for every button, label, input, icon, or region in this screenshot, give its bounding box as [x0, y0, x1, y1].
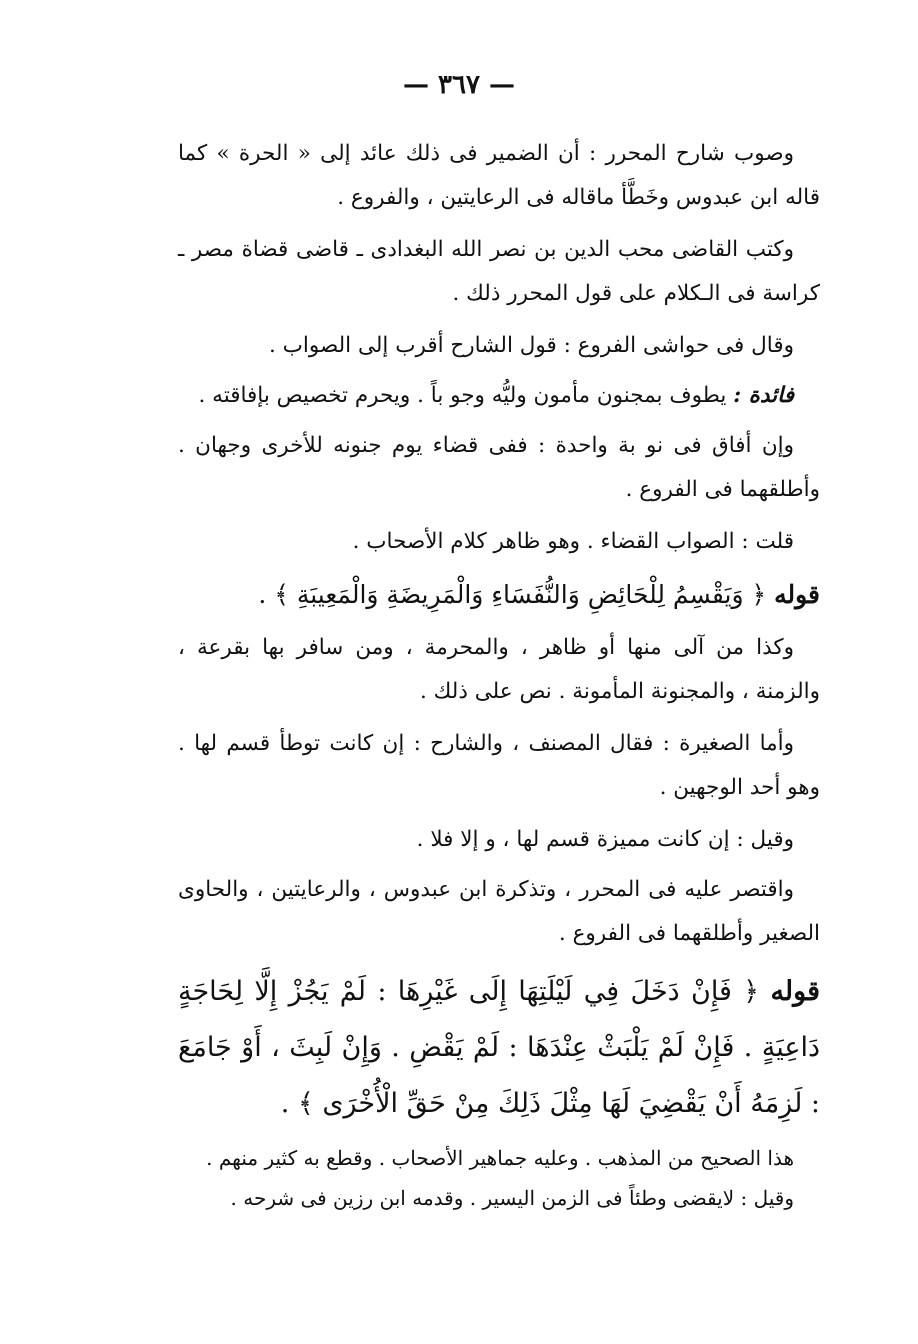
- quoted-text: [178, 964, 820, 1132]
- quote-label: قوله: [774, 580, 820, 609]
- paragraph: وقيل : إن كانت مميزة قسم لها ، و إلا فلا .: [416, 827, 794, 852]
- paragraph: وقال فى حواشى الفروع : قول الشارح أقرب إلى الصواب .: [268, 333, 794, 358]
- paragraph: هذا الصحيح من المذهب . وعليه جماهير الأصحاب . وقطع به كثير منهم .: [206, 1146, 794, 1170]
- quoted-text: [178, 570, 820, 620]
- page-body: [178, 132, 820, 1218]
- paragraph: وصوب شارح المحرر : أن الضمير فى ذلك عائد إلى « الحرة » كما قاله ابن عبدوس وخَطَّأ ماقاله فى الرعايتين ، والفروع .: [178, 141, 820, 210]
- paragraph: وإن أفاق فى نو بة واحدة : ففى قضاء يوم جنونه للأخرى وجهان . وأطلقهما فى الفروع .: [178, 433, 820, 502]
- paragraph: واقتصر عليه فى المحرر ، وتذكرة ابن عبدوس ، والرعايتين ، والحاوى الصغير وأطلقهما فى الفروع .: [178, 877, 820, 946]
- quote-body: ﴿ فَإِنْ دَخَلَ فِي لَيْلَتِهَا إِلَى غَيْرِهَا : لَمْ يَجُزْ إِلَّا لِحَاجَةٍ دَاعِيَةٍ . فَإِنْ لَمْ يَلْبَثْ عِنْدَهَا : لَمْ يَقْضِ . وَإِنْ لَبِثَ ، أَوْ جَامَعَ : لَزِمَهُ أَنْ يَقْضِيَ لَهَا مِثْلَ ذَلِكَ مِنْ حَقِّ الْأُخْرَى ﴾ .: [178, 976, 820, 1119]
- paragraph-benefit: [178, 374, 820, 418]
- paragraph: وقيل : لايقضى وطئاً فى الزمن اليسير . وقدمه ابن رزين فى شرحه .: [230, 1186, 794, 1210]
- paragraph: قلت : الصواب القضاء . وهو ظاهر كلام الأصحاب .: [352, 529, 794, 554]
- quote-label: قوله: [770, 976, 820, 1007]
- paragraph: وكتب القاضى محب الدين بن نصر الله البغدادى ـ قاضى قضاة مصر ـ كراسة فى الـكلام على قول المحرر ذلك .: [178, 237, 820, 306]
- quote-body: ﴿ وَيَقْسِمُ لِلْحَائِضِ وَالنُّفَسَاءِ وَالْمَرِيضَةِ وَالْمَعِيبَةِ ﴾ .: [258, 580, 775, 609]
- paragraph: وكذا من آلى منها أو ظاهر ، والمحرمة ، ومن سافر بها بقرعة ، والزمنة ، والمجنونة المأمونة . نص على ذلك .: [178, 635, 820, 704]
- benefit-text: يطوف بمجنون مأمون وليُّه وجو باً . ويحرم تخصيص بإفاقته .: [198, 383, 734, 408]
- page-number: — ٣٦٧ —: [402, 70, 516, 100]
- paragraph: وأما الصغيرة : فقال المصنف ، والشارح : إن كانت توطأ قسم لها . وهو أحد الوجهين .: [178, 731, 820, 800]
- benefit-label: فائدة :: [733, 383, 794, 408]
